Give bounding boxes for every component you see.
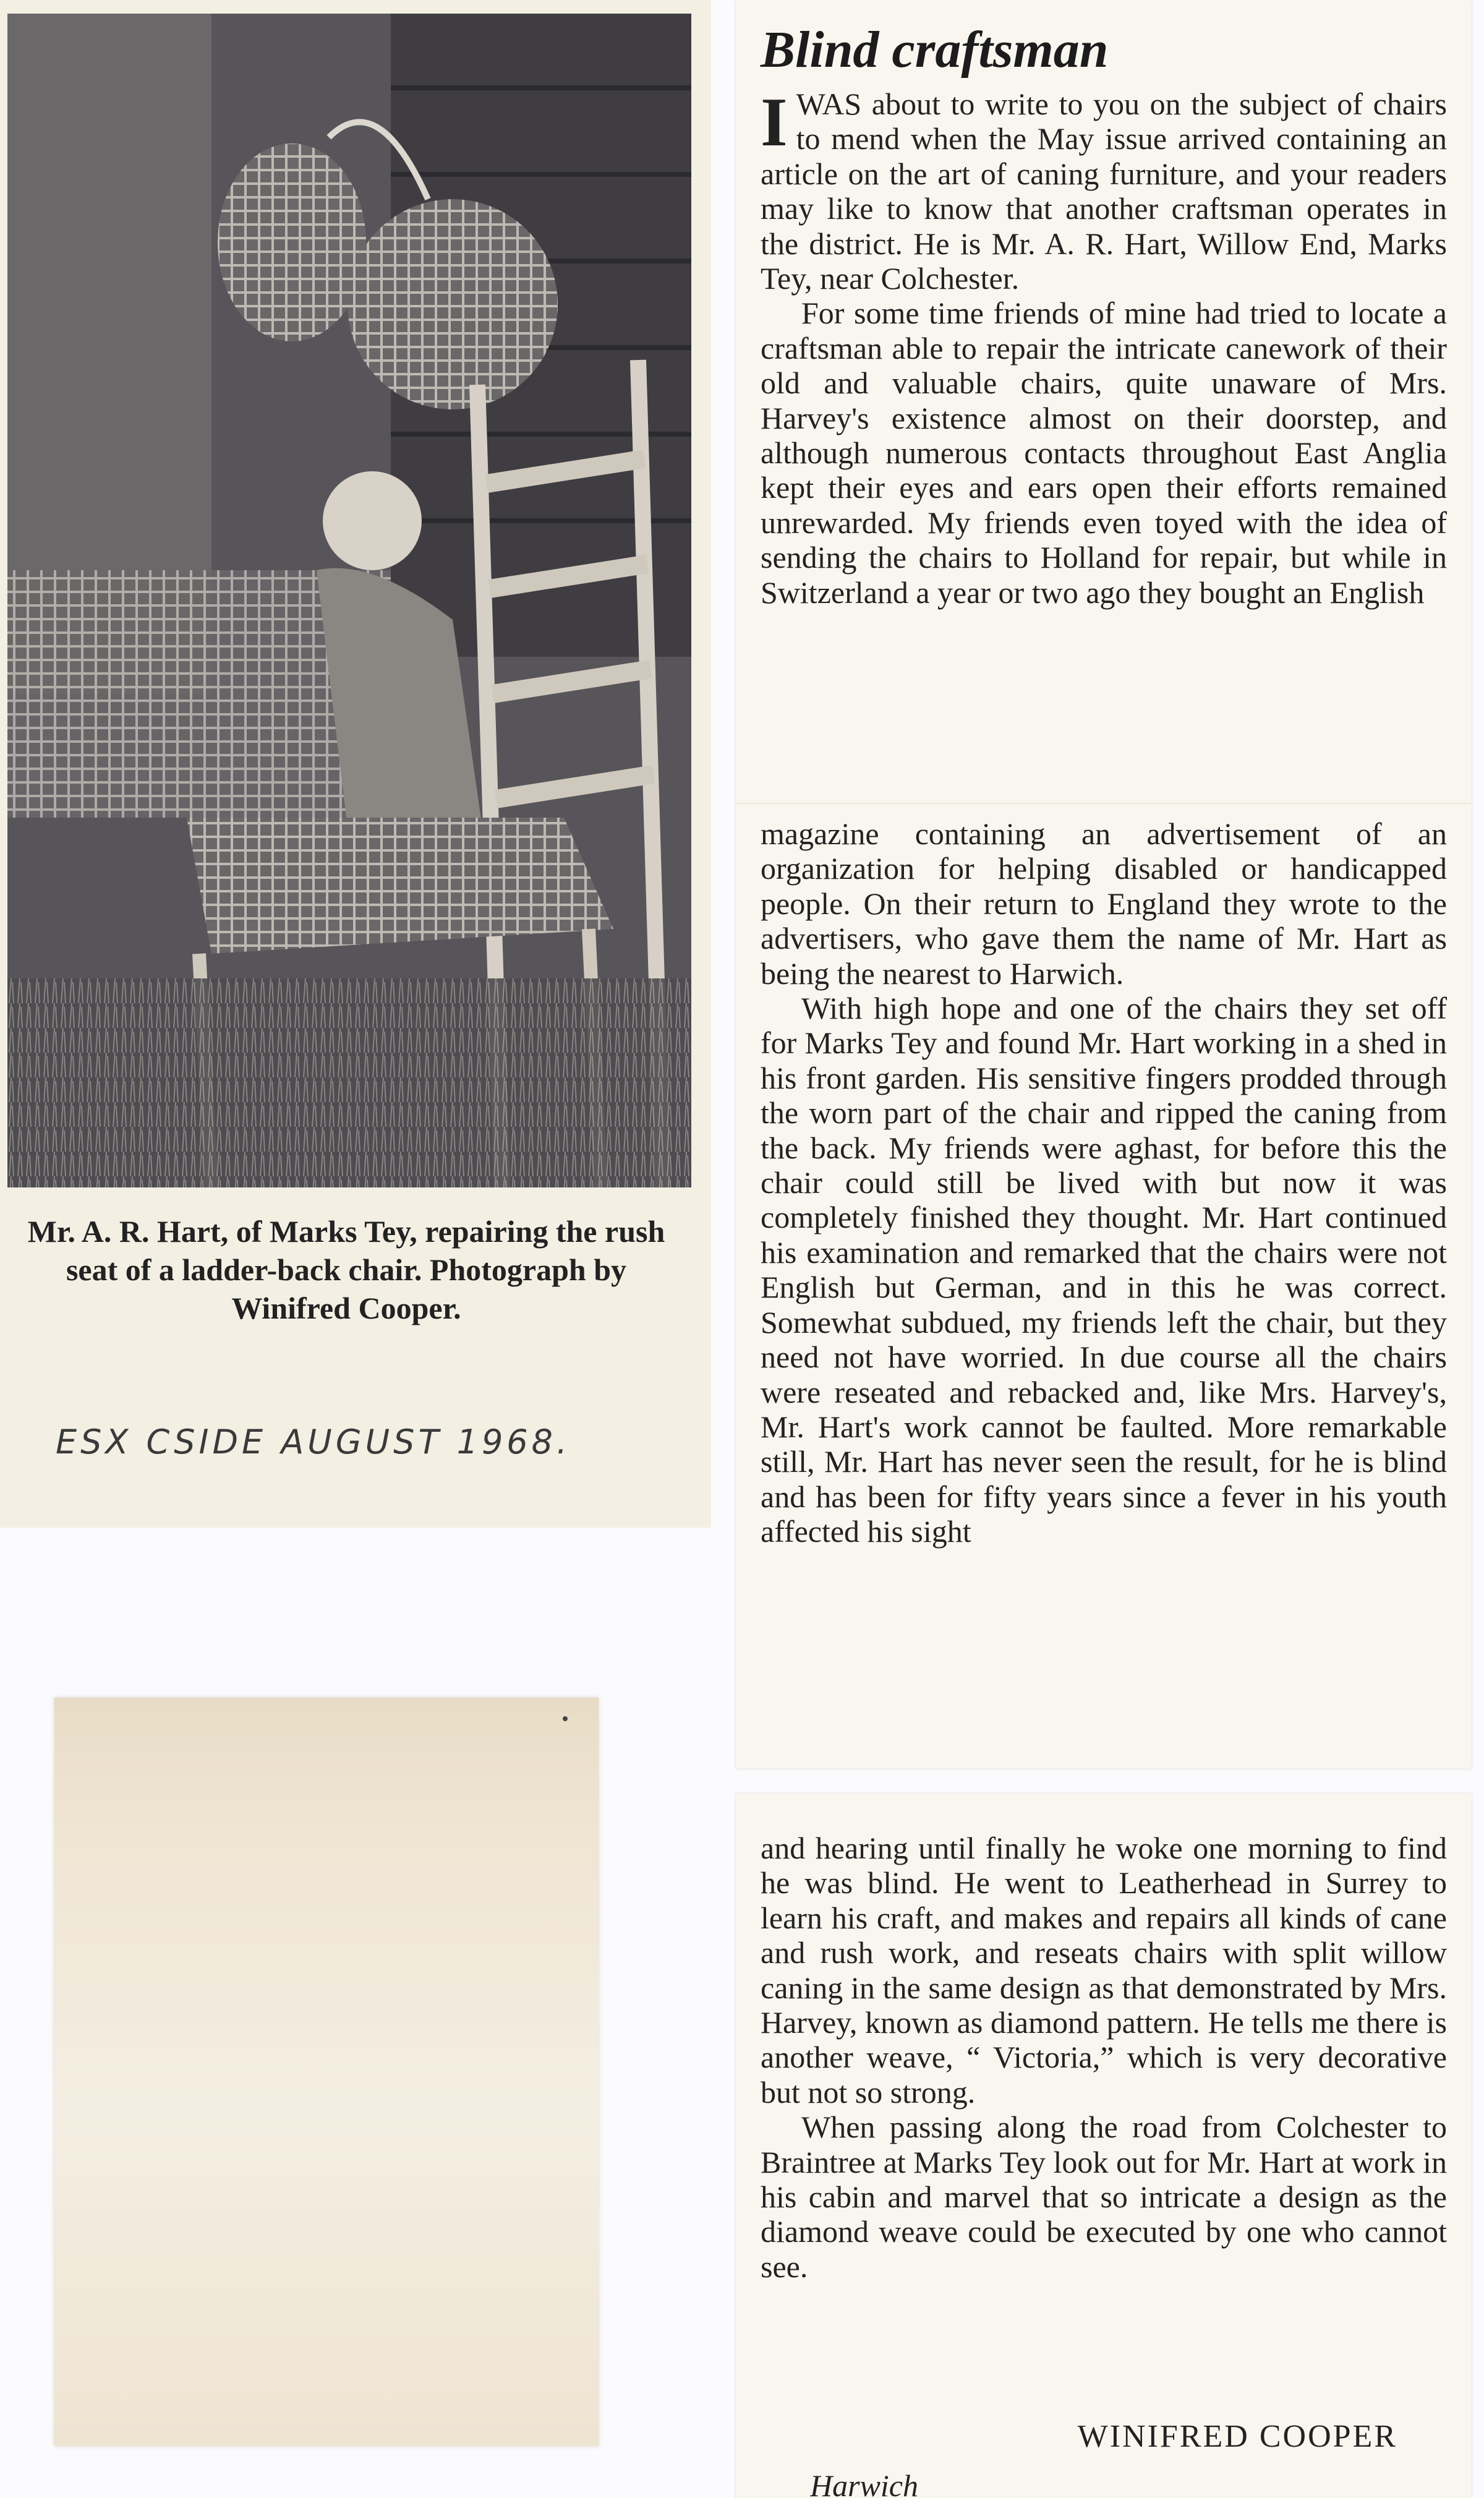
photo-clipping <box>0 0 711 1528</box>
article-column-1 <box>761 84 1447 610</box>
photograph-illustration <box>7 14 691 1187</box>
photo-caption: Mr. A. R. Hart, of Marks Tey, repairing the rush seat of a ladder-back chair. Photograph by Winifred Cooper. <box>27 1214 665 1325</box>
paragraph-1-text: WAS about to write to you on the subject of chairs to mend when the May issue arrived containing an article on the art of caning furniture, and your readers may like to know that another craftsman operates in the district. He is Mr. A. R. Hart, Willow End, Marks Tey, near Colchester. <box>761 87 1447 296</box>
article-clipping-2 <box>736 804 1472 1769</box>
author-signature: WINIFRED COOPER <box>1077 2419 1397 2454</box>
article-paragraph-2: For some time friends of mine had tried to locate a craftsman able to repair the intricate canework of their old and valuable chairs, quite unaware of Mrs. Harvey's existence almost on their doorstep, and although numerous contacts throughout East Anglia kept their eyes and ears open their efforts remained unrewarded. My friends even toyed with the idea of sending the chairs to Holland for repair, but while in Switzerland a year or two ago they bought an English <box>761 296 1447 610</box>
article-paragraph-2-continued: magazine containing an advertisement of an organization for helping disabled or handicapped people. On their return to England they wrote to the advertisers, who gave them the name of Mr. Hart as being the nearest to Harwich. <box>761 816 1447 991</box>
handwritten-annotation: ESX CSIDE AUGUST 1968. <box>56 1422 571 1461</box>
article-paragraph-3-continued: and hearing until finally he woke one morning to find he was blind. He went to Leatherhead in Surrey to learn his craft, and makes and repairs all kinds of cane and rush work, and reseats chairs with split willow caning in the same design as that demonstrated by Mrs. Harvey, known as diamond pattern. He tells me there is another weave, “ Victoria,” which is very decorative but not so strong. <box>761 1831 1447 2110</box>
photograph <box>7 14 691 1187</box>
article-column-3 <box>761 1831 1447 2284</box>
article-column-2 <box>761 816 1447 1549</box>
drop-cap: I <box>761 84 788 161</box>
blank-paper-slip <box>54 1698 599 2446</box>
article-paragraph-1 <box>761 84 1447 296</box>
article-paragraph-4: When passing along the road from Colchester to Braintree at Marks Tey look out for Mr. Hart at work in his cabin and marvel that so intricate a design as the diamond weave could be executed by one who cannot see. <box>761 2110 1447 2284</box>
author-location: Harwich <box>810 2468 918 2498</box>
article-headline: Blind craftsman <box>761 21 1109 79</box>
article-clipping-3 <box>736 1794 1472 2498</box>
article-paragraph-3: With high hope and one of the chairs they set off for Marks Tey and found Mr. Hart working in a shed in his front garden. His sensitive fingers prodded through the worn part of the chair and ripped the caning from the back. My friends were aghast, for before this the chair could still be lived with but now it was completely finished they thought. Mr. Hart continued his examination and remarked that the chairs were not English but German, and in this he was correct. Somewhat subdued, my friends left the chair, but they need not have worried. In due course all the chairs were reseated and rebacked and, like Mrs. Harvey's, Mr. Hart's work cannot be faulted. More remarkable still, Mr. Hart has never seen the result, for he is blind and has been for fifty years since a fever in his youth affected his sight <box>761 991 1447 1549</box>
article-clipping-1 <box>736 0 1472 804</box>
